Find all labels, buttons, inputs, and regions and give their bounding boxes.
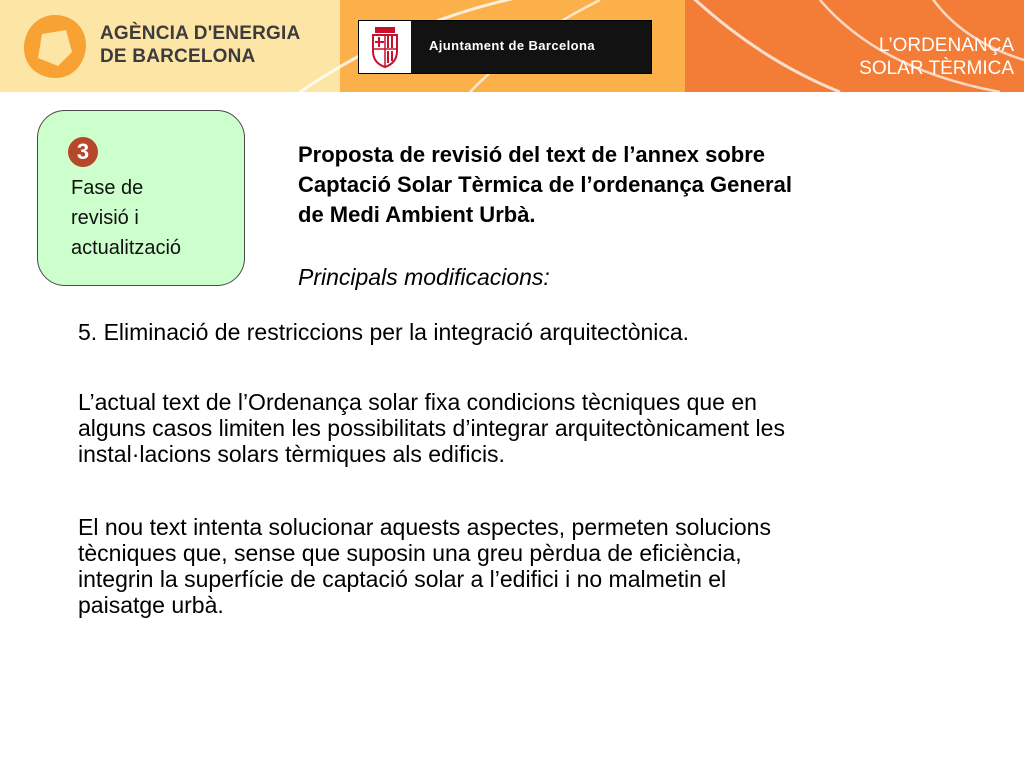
city-council-logo — [358, 20, 652, 74]
city-council-name: Ajuntament de Barcelona — [429, 38, 595, 53]
paragraph-line: integrin la superfície de captació solar a l’edifici i no malmetin el — [78, 566, 727, 592]
paragraph-line: instal·lacions solars tèrmiques als edificis. — [78, 441, 505, 467]
presentation-title-line-1: L’ORDENANÇA — [878, 35, 1014, 56]
phase-label-line-3: actualització — [71, 237, 182, 259]
presentation-title — [859, 34, 1014, 80]
slide-heading — [298, 140, 998, 230]
phase-label — [71, 173, 241, 263]
barcelona-crest-icon — [359, 21, 411, 73]
slide-heading-line-1: Proposta de revisió del text de l’annex sobre — [298, 142, 766, 167]
slide-heading-line-3: de Medi Ambient Urbà. — [298, 202, 536, 227]
paragraph-line: paisatge urbà. — [78, 592, 224, 618]
paragraph-line: L’actual text de l’Ordenança solar fixa condicions tècniques que en — [78, 389, 757, 415]
agency-name — [100, 22, 300, 68]
paragraph-line: alguns casos limiten les possibilitats d’integrar arquitectònicament les — [78, 415, 785, 441]
phase-number-badge: 3 — [68, 137, 98, 167]
slide-subheading: Principals modificacions: — [298, 264, 550, 290]
slide-heading-line-2: Captació Solar Tèrmica de l’ordenança General — [298, 172, 792, 197]
agency-logo-icon — [20, 12, 90, 82]
agency-name-line-1: AGÈNCIA D'ENERGIA — [100, 23, 301, 44]
numbered-point: 5. Eliminació de restriccions per la integració arquitectònica. — [78, 319, 690, 345]
agency-name-line-2: DE BARCELONA — [100, 46, 256, 67]
paragraph-line: El nou text intenta solucionar aquests aspectes, permeten solucions — [78, 514, 771, 540]
paragraph-new-text — [78, 514, 978, 618]
phase-label-line-2: revisió i — [71, 207, 139, 229]
header-band — [0, 0, 1024, 92]
paragraph-line: tècniques que, sense que suposin una greu pèrdua de eficiència, — [78, 540, 742, 566]
phase-box — [37, 110, 245, 286]
phase-label-line-1: Fase de — [71, 177, 144, 199]
presentation-title-line-2: SOLAR TÈRMICA — [859, 58, 1014, 79]
paragraph-current-text — [78, 389, 978, 467]
